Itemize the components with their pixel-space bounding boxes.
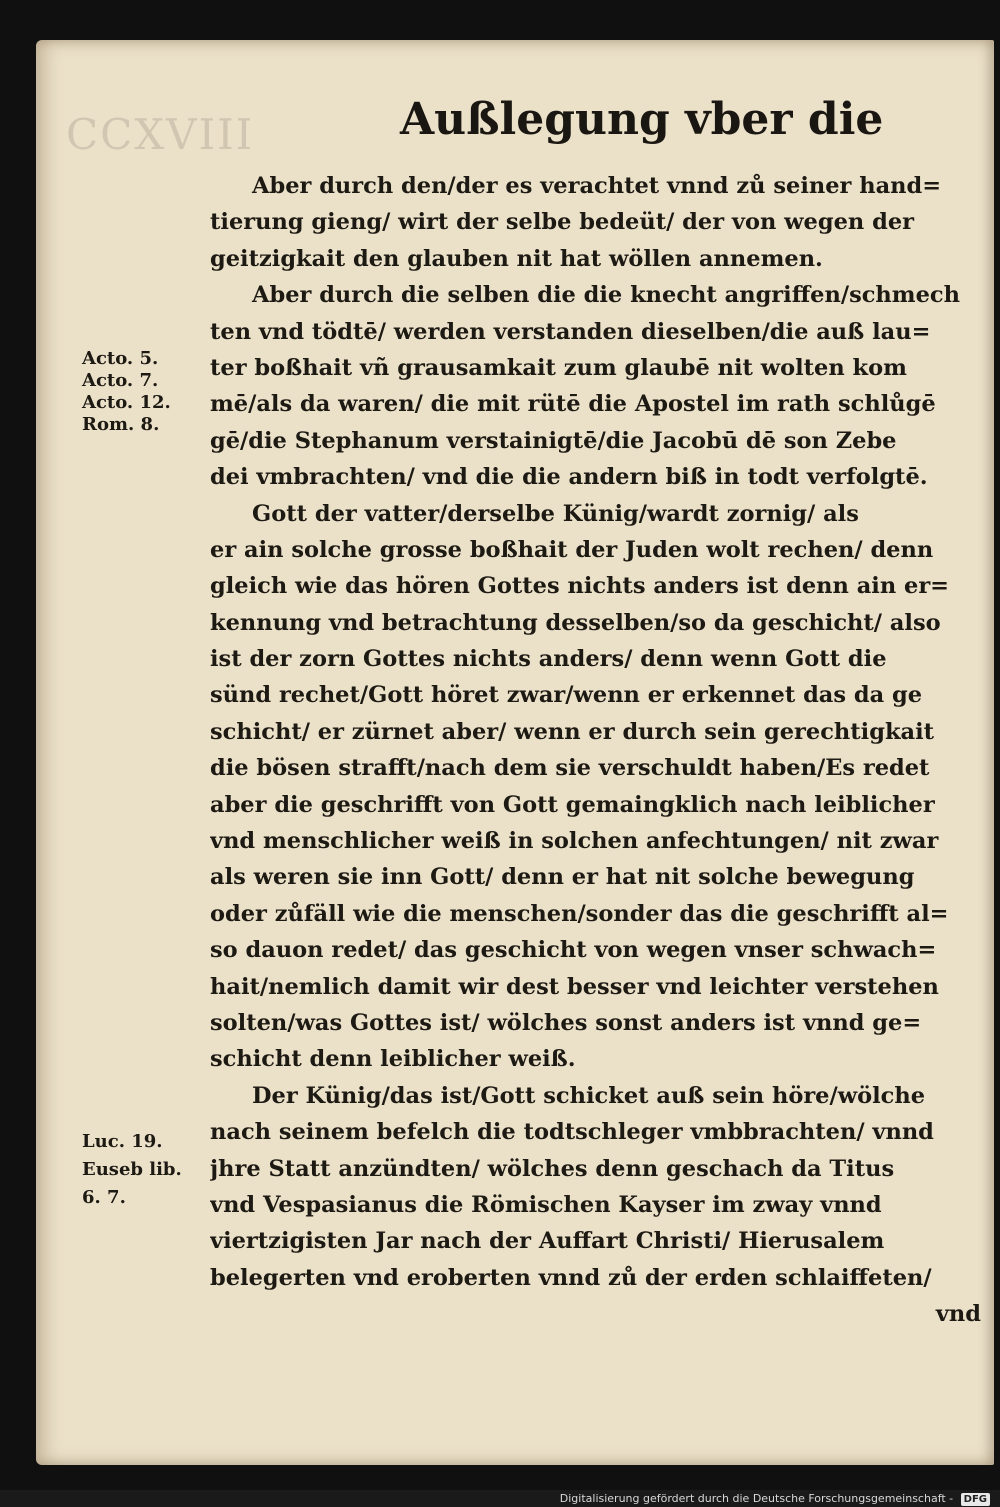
text-line: so dauon redet/ das geschicht von wegen vnser schwach= <box>210 937 937 964</box>
text-line: hait/nemlich damit wir dest besser vnd leichter verstehen <box>210 973 939 1000</box>
running-head: Außlegung vber die <box>400 94 884 145</box>
text-line: kennung vnd betrachtung desselben/so da geschicht/ also <box>210 609 941 636</box>
margin-note: Acto. 12. <box>82 392 171 413</box>
text-line: oder zůfäll wie die menschen/sonder das die geschrifft al= <box>210 900 949 927</box>
text-line: schicht/ er zürnet aber/ wenn er durch sein gerechtigkait <box>210 718 935 745</box>
text-line: dei vmbrachten/ vnd die die andern biß in todt verfolgtē. <box>210 464 928 491</box>
body-text <box>210 168 985 1333</box>
text-line: tierung gieng/ wirt der selbe bedeüt/ der von wegen der <box>210 209 915 236</box>
text-line: viertzigisten Jar nach der Auffart Christi/ Hierusalem <box>210 1228 885 1255</box>
margin-note: Acto. 5. <box>82 348 159 369</box>
text-line: geitzigkait den glauben nit hat wöllen annemen. <box>210 245 823 272</box>
show-through-folio: CCXVIII <box>66 110 255 159</box>
text-line: gē/die Stephanum verstainigtē/die Jacobū dē son Zebe <box>210 427 897 454</box>
text-line: er ain solche grosse boßhait der Juden wolt rechen/ denn <box>210 536 934 563</box>
text-line: ist der zorn Gottes nichts anders/ denn wenn Gott die <box>210 646 887 673</box>
text-line: Aber durch den/der es verachtet vnnd zů seiner hand= <box>252 173 942 199</box>
text-line: vnd menschlicher weiß in solchen anfechtungen/ nit zwar <box>210 828 939 855</box>
text-line: aber die geschrifft von Gott gemaingklich nach leiblicher <box>210 791 935 818</box>
margin-note: Rom. 8. <box>82 414 160 435</box>
text-line: die bösen strafft/nach dem sie verschuldt haben/Es redet <box>210 755 930 782</box>
margin-note: 6. 7. <box>82 1187 126 1208</box>
text-line: belegerten vnd eroberten vnnd zů der erden schlaiffeten/ <box>210 1264 932 1291</box>
text-line: Aber durch die selben die die knecht angriffen/schmech <box>252 282 960 309</box>
margin-note: Euseb lib. <box>82 1159 182 1180</box>
digitization-credit <box>560 1491 990 1507</box>
text-line: ten vnd tödtē/ werden verstanden dieselben/die auß lau= <box>210 318 931 345</box>
text-line: vnd Vespasianus die Römischen Kayser im zway vnnd <box>210 1191 882 1218</box>
text-line: Der Künig/das ist/Gott schicket auß sein höre/wölche <box>252 1082 926 1109</box>
margin-notes-upper <box>82 348 202 436</box>
text-line: Gott der vatter/derselbe Künig/wardt zornig/ als <box>252 500 859 527</box>
margin-note: Acto. 7. <box>82 370 159 391</box>
margin-note: Luc. 19. <box>82 1131 163 1152</box>
dfg-logo-icon: DFG <box>961 1493 990 1506</box>
margin-notes-lower <box>82 1128 202 1212</box>
text-line: als weren sie inn Gott/ denn er hat nit solche bewegung <box>210 864 915 891</box>
text-line: sünd rechet/Gott höret zwar/wenn er erkennet das da ge <box>210 682 923 709</box>
text-line: ter boßhait vñ grausamkait zum glaubē nit wolten kom <box>210 354 907 381</box>
catchword: vnd <box>935 1301 981 1328</box>
credit-text: Digitalisierung gefördert durch die Deutsche Forschungsgemeinschaft - <box>559 1492 954 1505</box>
text-line: jhre Statt anzündten/ wölches denn geschach da Titus <box>210 1155 895 1182</box>
text-line: solten/was Gottes ist/ wölches sonst anders ist vnnd ge= <box>210 1009 922 1036</box>
text-line: mē/als da waren/ die mit rütē die Apostel im rath schlůgē <box>210 391 936 418</box>
text-line: nach seinem befelch die todtschleger vmbbrachten/ vnnd <box>210 1119 934 1146</box>
text-line: gleich wie das hören Gottes nichts anders ist denn ain er= <box>210 573 950 600</box>
text-line: schicht denn leiblicher weiß. <box>210 1046 576 1073</box>
